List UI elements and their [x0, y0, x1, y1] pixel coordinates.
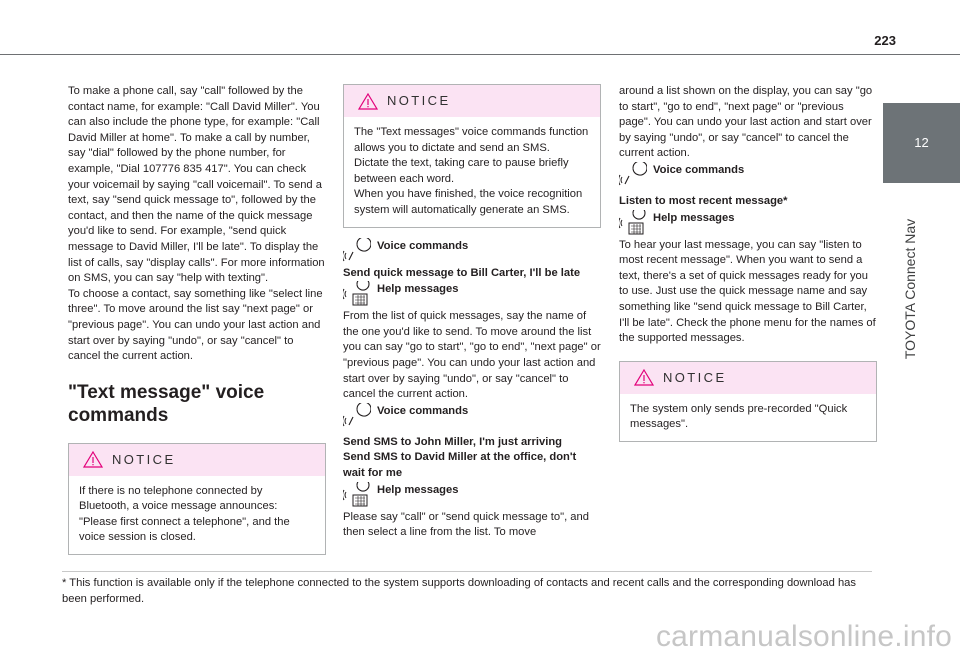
intro-paragraph-2: To choose a contact, say something like "select line three". To move around the list say "next page" or "previous page". You can undo your last action and start over by saying "undo", or say "cancel" to cancel the current action. [68, 287, 323, 363]
column-2 [343, 84, 601, 541]
footnote: * This function is available only if the telephone connected to the system supports downloading of contacts and recent calls and the corresponding download has been performed. [62, 577, 856, 605]
voice-command-icon [619, 162, 647, 188]
voice-command-example: Send SMS to John Miller, I'm just arriving [343, 435, 562, 448]
notice-box [619, 361, 877, 442]
notice-text: If there is no telephone connected by Bluetooth, a voice message announces: "Please first connect a telephone", and the voice session is closed. [79, 484, 290, 544]
chapter-label [888, 184, 928, 394]
help-messages-row [343, 482, 601, 508]
help-messages-label: Help messages [653, 211, 735, 224]
notice-title: NOTICE [387, 93, 451, 109]
notice-text: The "Text messages" voice commands function allows you to dictate and send an SMS. [354, 126, 589, 154]
notice-text: Dictate the text, taking care to pause briefly between each word. [354, 157, 569, 185]
voice-command-example: Send SMS to David Miller at the office, don't wait for me [343, 451, 577, 479]
notice-text: When you have finished, the voice recognition system will automatically generate an SMS. [354, 188, 583, 216]
help-message-icon [619, 210, 647, 236]
voice-commands-row [343, 403, 601, 429]
chapter-tab[interactable] [883, 103, 960, 183]
voice-commands-label: Voice commands [377, 404, 469, 417]
help-text: To hear your last message, you can say "listen to most recent message". When you want to send a text, there's a set of quick messages ready for you to use. Just use the quick message name and say something like "send quick message to Bill Carter, I'll be late". Check the phone menu for the names of the supported messages. [619, 238, 876, 345]
chapter-label-text: TOYOTA Connect Nav [902, 218, 918, 360]
voice-command-example: Listen to most recent message* [619, 194, 788, 207]
page-number: 223 [874, 33, 896, 48]
help-text: Please say "call" or "send quick message to", and then select a line from the list. To move [343, 510, 589, 539]
notice-header [69, 444, 325, 476]
help-messages-label: Help messages [377, 283, 459, 296]
voice-command-icon [343, 238, 371, 264]
warning-icon [83, 451, 103, 468]
continued-text: around a list shown on the display, you can say "go to start", "go to end", "next page" or "previous page". You can undo your last action and start over by saying "undo", or say "cancel" to cancel the current action. [619, 85, 873, 160]
top-divider [0, 54, 960, 55]
warning-icon [358, 93, 378, 110]
warning-icon [634, 369, 654, 386]
watermark: carmanualsonline.info [655, 620, 952, 653]
chapter-number: 12 [914, 135, 929, 151]
notice-box [343, 84, 601, 228]
help-messages-row [343, 281, 601, 307]
voice-commands-label: Voice commands [377, 239, 469, 252]
column-3 [619, 84, 877, 442]
notice-title: NOTICE [112, 451, 176, 467]
section-heading: "Text message" voice commands [68, 381, 265, 426]
notice-box [68, 443, 326, 555]
intro-paragraph: To make a phone call, say "call" followed by the contact name, for example: "Call David Miller". You can also include the phone type, for example: "Call David Miller at home". To make a call by number, say "dial" followed by the phone number, for example, "Dial 107776 835 417". You can check your voicemail by saying "call voicemail". To send a text, say "send quick message to", followed by the contact, and then the name of the quick message you'd like to send. For example, "send quick message to David Miller, I'll be late". To display the list of calls, say "display calls". For more information on SMS, you can say "help with texting". [68, 85, 325, 285]
notice-text: The system only sends pre-recorded "Quick messages". [630, 402, 848, 431]
voice-command-icon [343, 403, 371, 429]
voice-commands-row [619, 162, 877, 188]
notice-title: NOTICE [663, 369, 727, 385]
notice-header [344, 85, 600, 117]
notice-header [620, 362, 876, 394]
voice-command-example: Send quick message to Bill Carter, I'll be late [343, 266, 581, 279]
help-message-icon [343, 482, 371, 508]
column-1 [68, 84, 326, 555]
voice-commands-label: Voice commands [653, 163, 745, 176]
help-messages-label: Help messages [377, 483, 459, 496]
help-text: From the list of quick messages, say the name of the one you'd like to send. To move around the list you can say "go to start", "go to end", "next page" or "previous page". You can undo your last action and start over by saying "undo", or say "cancel" to cancel the current action. [343, 310, 601, 401]
help-messages-row [619, 210, 877, 236]
footnote-divider [62, 571, 872, 572]
help-message-icon [343, 281, 371, 307]
voice-commands-row [343, 238, 601, 264]
